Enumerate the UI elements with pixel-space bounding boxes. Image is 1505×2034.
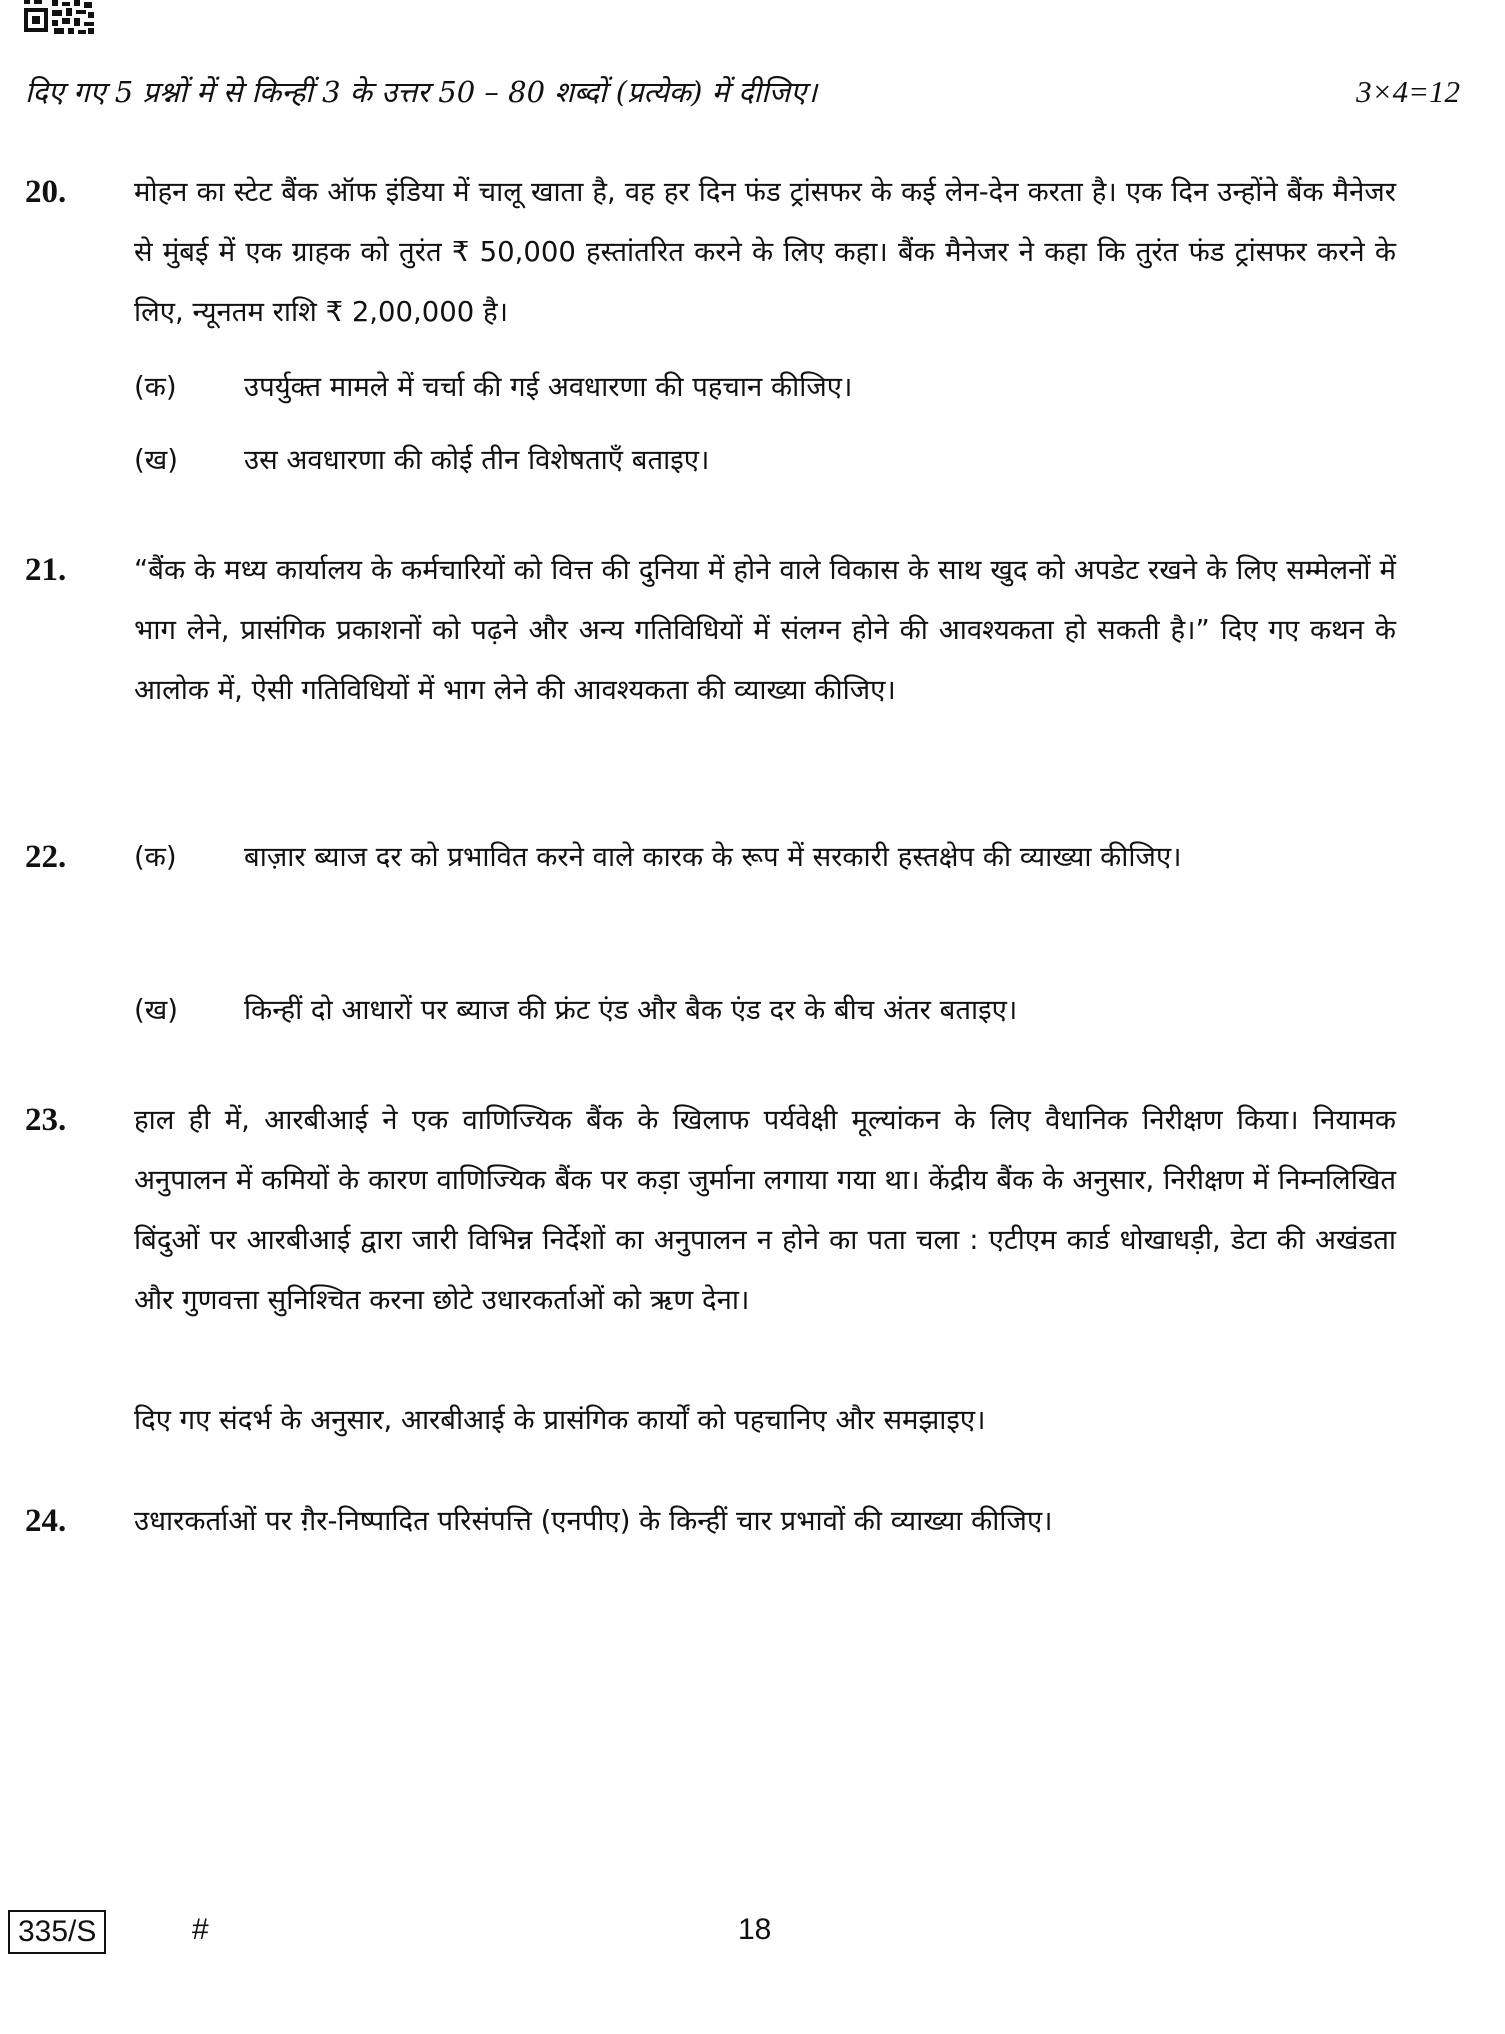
- question-prompt: दिए गए संदर्भ के अनुसार, आरबीआई के प्रासंगिक कार्यों को पहचानिए और समझाइए।: [134, 1404, 986, 1436]
- question-text: उधारकर्ताओं पर ग़ैर-निष्पादित परिसंपत्ति (एनपीए) के किन्हीं चार प्रभावों की व्याख्या कीजिए।: [134, 1505, 1053, 1537]
- part-text: किन्हीं दो आधारों पर ब्याज की फ्रंट एंड और बैक एंड दर के बीच अंतर बताइए।: [244, 994, 1018, 1026]
- part-label: (ख): [134, 444, 178, 476]
- question-number: 20.: [25, 174, 67, 210]
- section-instruction: [25, 70, 1485, 114]
- part-text: उपर्युक्त मामले में चर्चा की गई अवधारणा की पहचान कीजिए।: [244, 371, 853, 403]
- qr-code-icon: [22, 0, 96, 36]
- part-text: उस अवधारणा की कोई तीन विशेषताएँ बताइए।: [244, 444, 710, 476]
- section-marks: 3×4=12: [1356, 74, 1460, 109]
- part-text: बाज़ार ब्याज दर को प्रभावित करने वाले कारक के रूप में सरकारी हस्तक्षेप की व्याख्या कीजिए।: [244, 841, 1182, 873]
- question-number: 23.: [25, 1102, 67, 1138]
- part-label: (ख): [134, 994, 178, 1026]
- part-label: (क): [134, 841, 177, 873]
- instruction-text: दिए गए 5 प्रश्नों में से किन्हीं 3 के उत्तर 50 – 80 शब्दों (प्रत्येक) में दीजिए।: [25, 75, 818, 109]
- question-text: “बैंक के मध्य कार्यालय के कर्मचारियों को वित्त की दुनिया में होने वाले विकास के साथ खुद को अपडेट रखने के लिए सम्मेलनों में भाग लेने, प्रासंगिक प्रकाशनों को पढ़ने और अन्य गतिविधियों में संलग्न होने की आवश्यकता हो सकती है।” दिए गए कथन के आलोक में, ऐसी गतिविधियों में भाग लेने की आवश्यकता की व्याख्या कीजिए।: [134, 554, 1396, 706]
- question-number: 22.: [25, 839, 67, 875]
- question-text: मोहन का स्टेट बैंक ऑफ इंडिया में चालू खाता है, वह हर दिन फंड ट्रांसफर के कई लेन-देन करता है। एक दिन उन्होंने बैंक मैनेजर से मुंबई में एक ग्राहक को तुरंत ₹ 50,000 हस्तांतरित करने के लिए कहा। बैंक मैनेजर ने कहा कि तुरंत फंड ट्रांसफर करने के लिए, न्यूनतम राशि ₹ 2,00,000 है।: [134, 176, 1396, 328]
- footer-hash: #: [192, 1913, 209, 1946]
- part-label: (क): [134, 371, 177, 403]
- question-number: 21.: [25, 552, 67, 588]
- question-number: 24.: [25, 1503, 67, 1539]
- question-text: हाल ही में, आरबीआई ने एक वाणिज्यिक बैंक के खिलाफ पर्यवेक्षी मूल्यांकन के लिए वैधानिक निरीक्षण किया। नियामक अनुपालन में कमियों के कारण वाणिज्यिक बैंक पर कड़ा जुर्माना लगाया गया था। केंद्रीय बैंक के अनुसार, निरीक्षण में निम्नलिखित बिंदुओं पर आरबीआई द्वारा जारी विभिन्न निर्देशों का अनुपालन न होने का पता चला : एटीएम कार्ड धोखाधड़ी, डेटा की अखंडता और गुणवत्ता सुनिश्चित करना छोटे उधारकर्ताओं को ऋण देना।: [134, 1104, 1396, 1316]
- paper-code-box: 335/S: [8, 1910, 106, 1954]
- page-number: 18: [738, 1913, 772, 1946]
